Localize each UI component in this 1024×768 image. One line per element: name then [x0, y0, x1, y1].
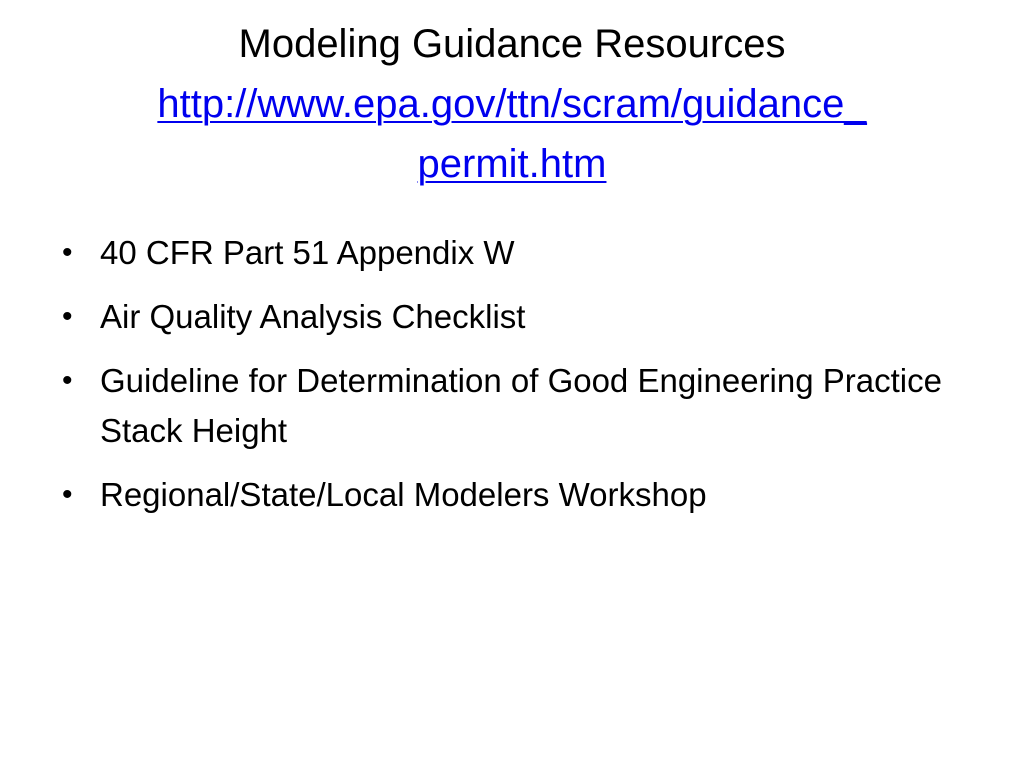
guidance-link-line1[interactable]: http://www.epa.gov/ttn/scram/guidance_: [157, 82, 867, 126]
bullet-text: Air Quality Analysis Checklist: [100, 298, 526, 335]
list-item: [62, 228, 962, 278]
bullet-list: [62, 228, 962, 534]
bullet-text: 40 CFR Part 51 Appendix W: [100, 234, 515, 271]
list-item: [62, 470, 962, 520]
list-item: [62, 292, 962, 342]
bullet-text: Guideline for Determination of Good Engineering Practice Stack Height: [100, 362, 942, 449]
guidance-link-line2[interactable]: permit.htm: [417, 142, 607, 186]
bullet-icon: •: [62, 364, 73, 397]
guidance-link[interactable]: [40, 74, 984, 194]
title-text: Modeling Guidance Resources: [238, 22, 786, 66]
bullet-text: Regional/State/Local Modelers Workshop: [100, 476, 707, 513]
list-item: [62, 356, 962, 456]
bullet-icon: •: [62, 478, 73, 511]
bullet-icon: •: [62, 300, 73, 333]
slide-title: [40, 14, 984, 194]
bullet-icon: •: [62, 236, 73, 269]
